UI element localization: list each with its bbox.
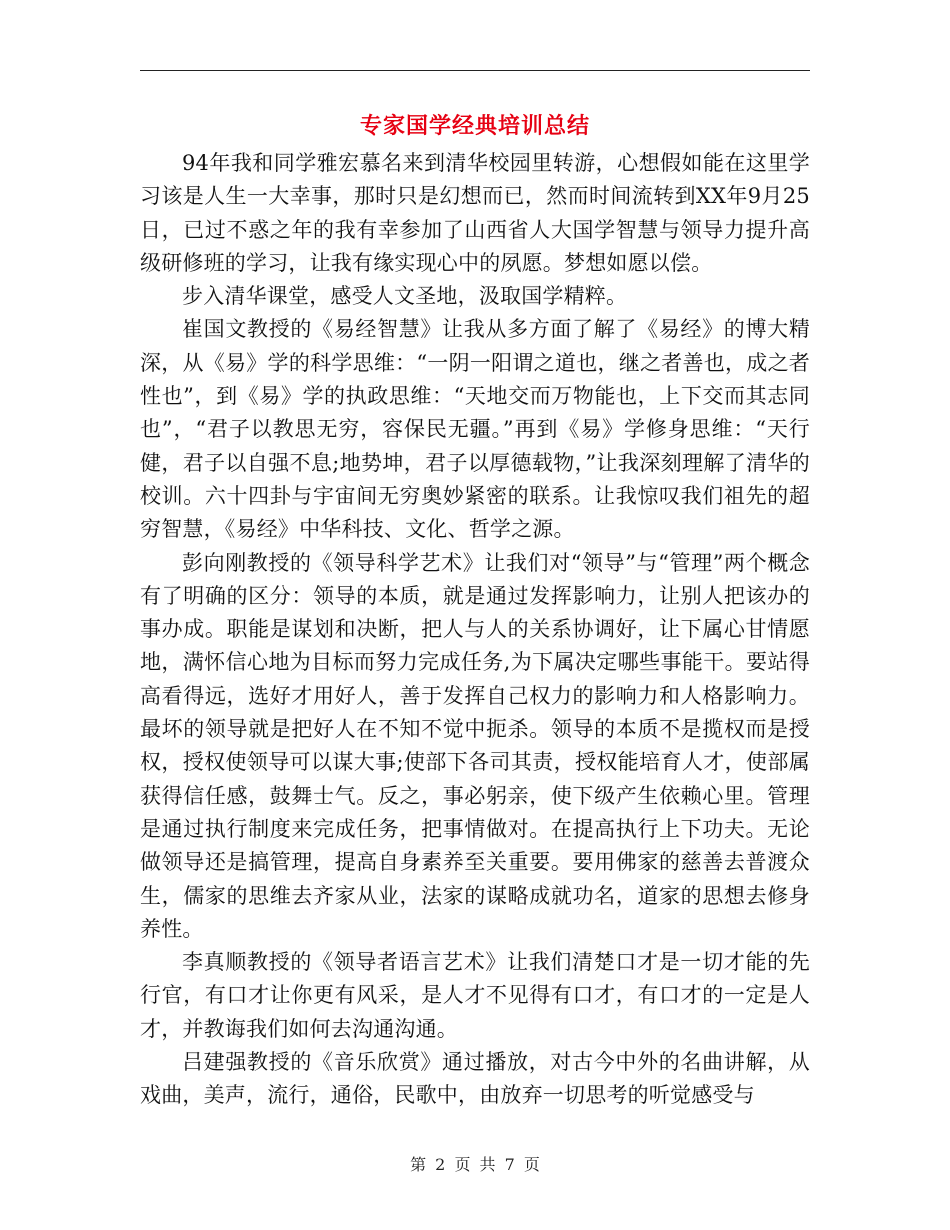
page-number: 第 2 页 共 7 页: [410, 1155, 540, 1174]
paragraph-leadership: 彭向刚教授的《领导科学艺术》让我们对“领导”与“管理”两个概念有了明确的区分：领导的本质，就是通过发挥影响力，让别人把该办的事办成。职能是谋划和决断，把人与人的关系协调好，让下属心甘情愿地，满怀信心地为目标而努力完成任务,为下属决定哪些事能干。要站得高看得远，选好才用好人，善于发挥自己权力的影响力和人格影响力。最坏的领导就是把好人在不知不觉中扼杀。领导的本质不是揽权而是授权，授权使领导可以谋大事;使部下各司其责，授权能培育人才，使部属获得信任感，鼓舞士气。反之，事必躬亲，使下级产生依赖心里。管理是通过执行制度来完成任务，把事情做对。在提高执行上下功夫。无论做领导还是搞管理，提高自身素养至关重要。要用佛家的慈善去普渡众生，儒家的思维去齐家从业，法家的谋略成就功名，道家的思想去修身养性。: [140, 550, 810, 941]
paragraph-intro: 94年我和同学雅宏慕名来到清华校园里转游，心想假如能在这里学习该是人生一大幸事，那时只是幻想而已，然而时间流转到XX年9月25日，已过不惑之年的我有幸参加了山西省人大国学智慧与领导力提升高级研修班的学习，让我有缘实现心中的夙愿。梦想如愿以偿。: [140, 151, 810, 275]
paragraph-classroom: 步入清华课堂，感受人文圣地，汲取国学精粹。: [182, 284, 628, 309]
paragraph-music: 吕建强教授的《音乐欣赏》通过播放，对古今中外的名曲讲解，从戏曲，美声，流行，通俗，民歌中，由放弃一切思考的听觉感受与: [140, 1050, 810, 1108]
paragraph-speech: 李真顺教授的《领导者语言艺术》让我们清楚口才是一切才能的先行官，有口才让你更有风采，是人才不见得有口才，有口才的一定是人才，并教诲我们如何去沟通沟通。: [140, 950, 810, 1041]
document-title: 专家国学经典培训总结: [359, 113, 590, 139]
paragraph-yijing: 崔国文教授的《易经智慧》让我从多方面了解了《易经》的博大精深，从《易》学的科学思维：“一阴一阳谓之道也，继之者善也，成之者性也”，到《易》学的执政思维：“天地交而万物能也，上下交而其志同也”，“君子以教思无穷，容保民无疆。”再到《易》学修身思维：“天行健，君子以自强不息;地势坤，君子以厚德载物，”让我深刻理解了清华的校训。六十四卦与宇宙间无穷奥妙紧密的联系。让我惊叹我们祖先的超穷智慧，《易经》中华科技、文化、哲学之源。: [140, 317, 810, 542]
header-rule: [140, 70, 810, 71]
document-body: [140, 147, 810, 1113]
